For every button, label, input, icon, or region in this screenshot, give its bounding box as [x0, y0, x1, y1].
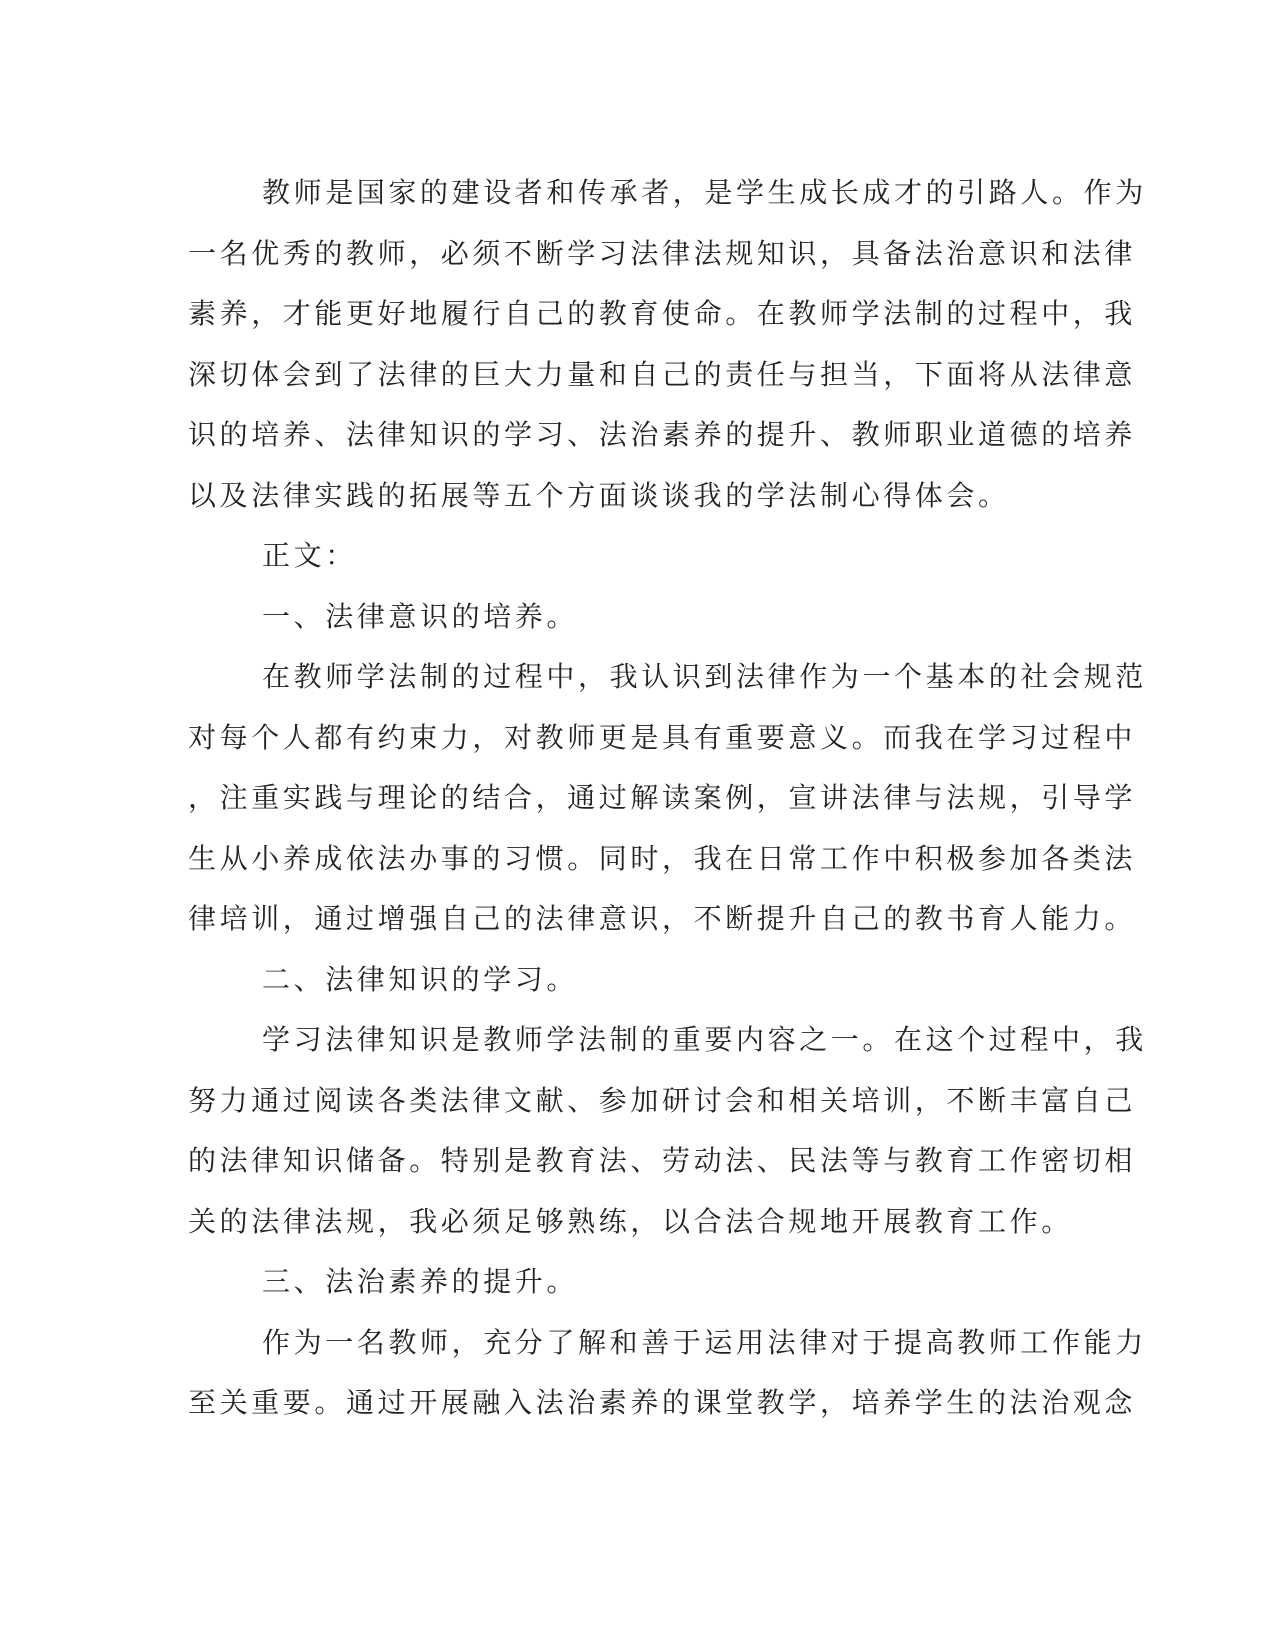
intro-paragraph-line: 深切体会到了法律的巨大力量和自己的责任与担当，下面将从法律意 — [188, 357, 1137, 391]
document-body — [188, 163, 1147, 1434]
section-3-paragraph-line: 作为一名教师，充分了解和善于运用法律对于提高教师工作能力 — [262, 1325, 1147, 1359]
section-2-paragraph-line: 关的法律法规，我必须足够熟练，以合法合规地开展教育工作。 — [188, 1204, 1073, 1238]
section-heading-2: 二、法律知识的学习。 — [262, 962, 579, 996]
section-1-paragraph-line: 生从小养成依法办事的习惯。同时，我在日常工作中积极参加各类法 — [188, 841, 1137, 875]
section-heading-1: 一、法律意识的培养。 — [262, 599, 579, 633]
section-2-paragraph-line: 学习法律知识是教师学法制的重要内容之一。在这个过程中，我 — [262, 1023, 1147, 1056]
intro-paragraph-line: 一名优秀的教师，必须不断学习法律法规知识，具备法治意识和法律 — [188, 236, 1137, 270]
section-heading-3: 三、法治素养的提升。 — [262, 1265, 579, 1298]
intro-paragraph-line: 教师是国家的建设者和传承者，是学生成长成才的引路人。作为 — [262, 176, 1147, 209]
section-1-paragraph-line: 在教师学法制的过程中，我认识到法律作为一个基本的社会规范 — [262, 660, 1147, 693]
intro-paragraph-line: 素养，才能更好地履行自己的教育使命。在教师学法制的过程中，我 — [188, 297, 1137, 330]
section-2-paragraph-line: 的法律知识储备。特别是教育法、劳动法、民法等与教育工作密切相 — [188, 1144, 1137, 1177]
intro-paragraph-line: 以及法律实践的拓展等五个方面谈谈我的学法制心得体会。 — [188, 478, 1010, 512]
section-2-paragraph-line: 努力通过阅读各类法律文献、参加研讨会和相关培训，不断丰富自己 — [188, 1083, 1137, 1117]
section-1-paragraph-line: 对每个人都有约束力，对教师更是具有重要意义。而我在学习过程中 — [188, 720, 1137, 754]
body-label: 正文： — [262, 539, 357, 572]
section-1-paragraph-line: 律培训，通过增强自己的法律意识，不断提升自己的教书育人能力。 — [188, 902, 1137, 935]
section-3-paragraph-line: 至关重要。通过开展融入法治素养的课堂教学，培养学生的法治观念 — [188, 1386, 1137, 1419]
section-1-paragraph-line: ，注重实践与理论的结合，通过解读案例，宣讲法律与法规，引导学 — [188, 781, 1137, 814]
intro-paragraph-line: 识的培养、法律知识的学习、法治素养的提升、教师职业道德的培养 — [188, 418, 1137, 451]
